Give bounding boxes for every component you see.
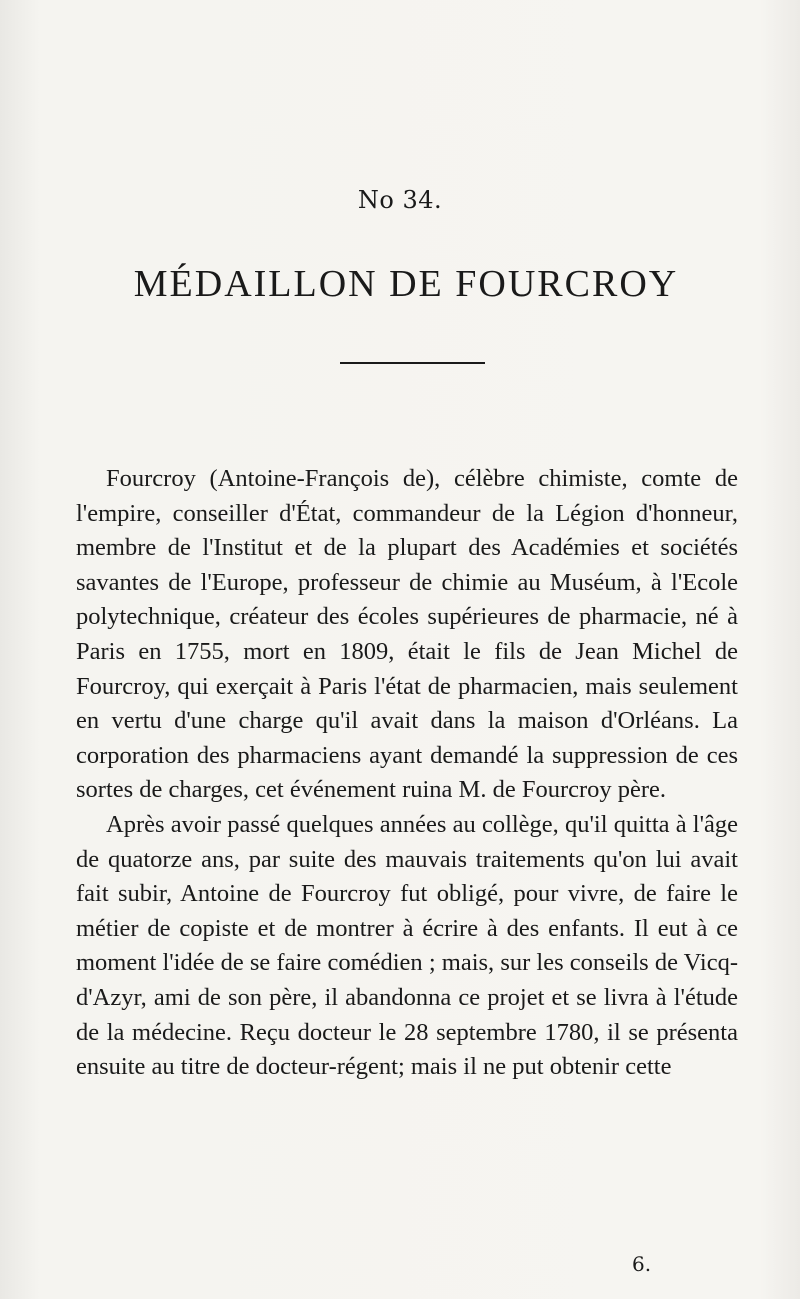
entry-number: No 34.	[357, 186, 443, 214]
paragraph-1: Fourcroy (Antoine-François de), célèbre chimiste, comte de l'empire, conseiller d'État, commandeur de la Légion d'honneur, membre de l'Institut et de la plupart des Académies et sociétés savantes de l'Europe, professeur de chimie au Muséum, à l'Ecole polytechnique, créateur des écoles supérieures de pharmacie, né à Paris en 1755, mort en 1809, était le fils de Jean Michel de Fourcroy, qui exerçait à Paris l'état de pharmacien, mais seulement en vertu d'une charge qu'il avait dans la maison d'Orléans. La corporation des pharmaciens ayant demandé la suppression de ces sortes de charges, cet événement ruina M. de Fourcroy père.	[76, 465, 738, 804]
page-title: MÉDAILLON DE FOURCROY	[133, 263, 679, 305]
paragraph-2: Après avoir passé quelques années au collège, qu'il quitta à l'âge de quatorze ans, par suite des mauvais traitements qu'on lui avait fait subir, Antoine de Fourcroy fut obligé, pour vivre, de faire le métier de copiste et de montrer à écrire à des enfants. Il eut à ce moment l'idée de se faire comédien ; mais, sur les conseils de Vicq-d'Azyr, ami de son père, il abandonna ce projet et se livra à l'étude de la médecine. Reçu docteur le 28 septembre 1780, il se présenta ensuite au titre de docteur-régent; mais il ne put obtenir cette	[76, 810, 738, 1081]
title-rule	[340, 362, 485, 364]
signature-mark: 6.	[632, 1252, 652, 1276]
body-text	[76, 462, 738, 1085]
